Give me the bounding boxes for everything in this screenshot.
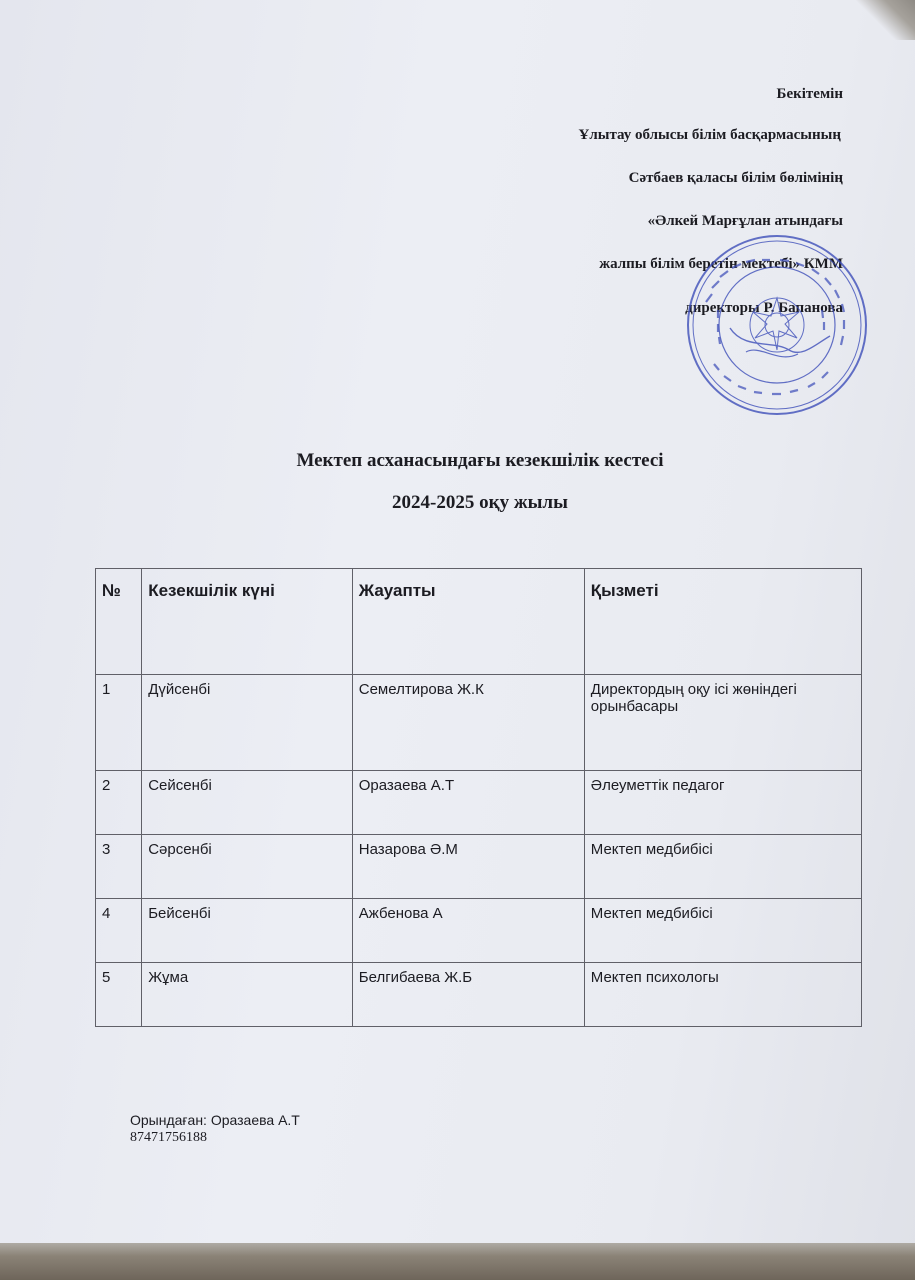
row-role: Мектеп медбибісі (584, 899, 861, 963)
approval-line-school-type: жалпы білім беретін мектебі» КММ (599, 256, 843, 272)
row-person: Ажбенова А (352, 899, 584, 963)
header-responsible: Жауапты (352, 569, 584, 675)
row-number: 2 (96, 771, 142, 835)
row-day: Дүйсенбі (142, 675, 353, 771)
header-duty-day: Кезекшілік күні (142, 569, 353, 675)
row-day: Жұма (142, 963, 353, 1027)
row-person: Назарова Ә.М (352, 835, 584, 899)
table-row (96, 771, 862, 835)
row-person: Белгибаева Ж.Б (352, 963, 584, 1027)
row-person: Семелтирова Ж.К (352, 675, 584, 771)
executor-line: Орындаған: Оразаева А.Т (130, 1112, 300, 1128)
approval-line-school-name: «Әлкей Марғұлан атындағы (647, 213, 843, 229)
row-number: 1 (96, 675, 142, 771)
row-role: Мектеп психологы (584, 963, 861, 1027)
row-day: Сейсенбі (142, 771, 353, 835)
table-row (96, 963, 862, 1027)
table-row (96, 675, 862, 771)
approval-heading: Бекітемін (776, 86, 843, 102)
approval-line-director: директоры Р. Бапанова (685, 300, 843, 316)
academic-year: 2024-2025 оқу жылы (392, 492, 568, 513)
table-header-row (96, 569, 862, 675)
row-day: Сәрсенбі (142, 835, 353, 899)
table-row (96, 899, 862, 963)
official-seal-stamp (684, 232, 870, 418)
row-person: Оразаева А.Т (352, 771, 584, 835)
document-title: Мектеп асханасындағы кезекшілік кестесі (296, 450, 664, 471)
row-role: Директордың оқу ісі жөніндегі орынбасары (584, 675, 861, 771)
row-day: Бейсенбі (142, 899, 353, 963)
executor-phone: 87471756188 (130, 1130, 207, 1145)
page-corner-shadow (855, 0, 915, 40)
duty-schedule-table (95, 568, 862, 1027)
row-number: 3 (96, 835, 142, 899)
table-row (96, 835, 862, 899)
row-role: Мектеп медбибісі (584, 835, 861, 899)
header-number: № (96, 569, 142, 675)
row-number: 5 (96, 963, 142, 1027)
desk-surface (0, 1243, 915, 1280)
header-position: Қызметі (584, 569, 861, 675)
approval-line-department: Сәтбаев қаласы білім бөлімінің (628, 170, 843, 186)
approval-line-region: Ұлытау облысы білім басқармасының (578, 127, 841, 143)
row-number: 4 (96, 899, 142, 963)
row-role: Әлеуметтік педагог (584, 771, 861, 835)
